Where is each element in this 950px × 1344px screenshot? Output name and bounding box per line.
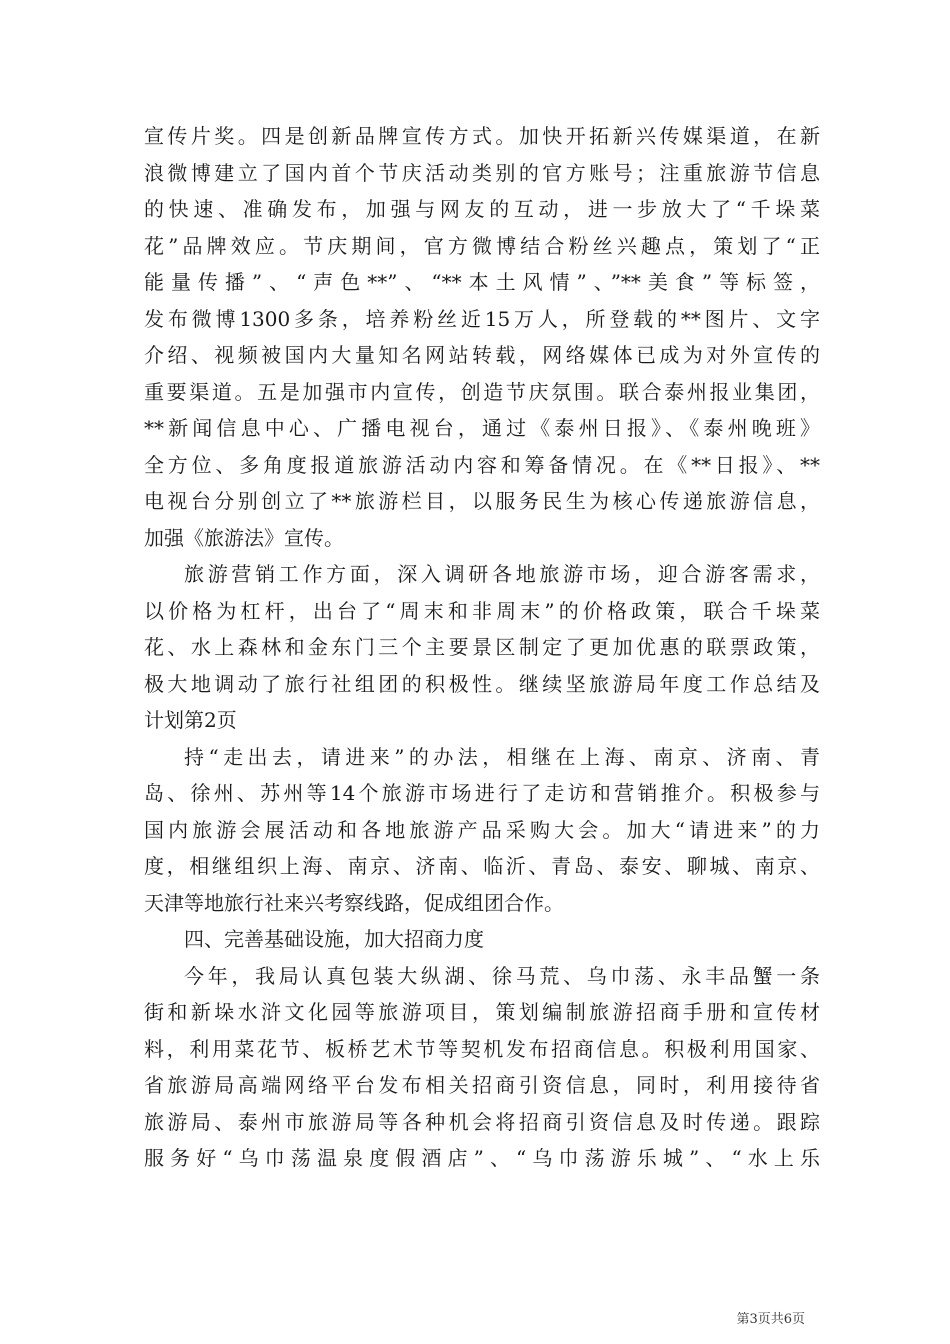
text-line: 服务好“乌巾荡温泉度假酒店”、“乌巾荡游乐城”、“水上乐 bbox=[144, 1146, 820, 1170]
text-line: 天津等地旅行社来兴考察线路，促成组团合作。 bbox=[144, 890, 564, 915]
body-text bbox=[144, 118, 820, 1177]
text-line: 宣传片奖。四是创新品牌宣传方式。加快开拓新兴传媒渠道，在新 bbox=[144, 124, 820, 148]
text-line: 加强《旅游法》宣传。 bbox=[144, 525, 344, 550]
text-line: 的快速、准确发布，加强与网友的互动，进一步放大了“千垛菜 bbox=[144, 197, 820, 221]
text-line: 发布微博1300多条，培养粉丝近15万人，所登载的**图片、文字 bbox=[144, 306, 820, 331]
text-line: 极大地调动了旅行社组团的积极性。继续坚旅游局年度工作总结及 bbox=[144, 671, 820, 696]
text-line: 国内旅游会展活动和各地旅游产品采购大会。加大“请进来”的力 bbox=[144, 817, 820, 842]
text-line: 旅游局、泰州市旅游局等各种机会将招商引资信息及时传递。跟踪 bbox=[144, 1109, 820, 1134]
text-line: 四、完善基础设施，加大招商力度 bbox=[184, 927, 484, 951]
text-line: 花、水上森林和金东门三个主要景区制定了更加优惠的联票政策， bbox=[144, 635, 820, 659]
text-line: 岛、徐州、苏州等14个旅游市场进行了走访和营销推介。积极参与 bbox=[144, 781, 820, 805]
text-line: 度，相继组织上海、南京、济南、临沂、青岛、泰安、聊城、南京、 bbox=[144, 854, 820, 878]
text-line: 浪微博建立了国内首个节庆活动类别的官方账号；注重旅游节信息 bbox=[144, 160, 820, 185]
text-line: 今年，我局认真包装大纵湖、徐马荒、乌巾荡、永丰品蟹一条 bbox=[184, 963, 820, 988]
text-line: 以价格为杠杆，出台了“周末和非周末”的价格政策，联合千垛菜 bbox=[144, 598, 820, 623]
text-line: 料，利用菜花节、板桥艺术节等契机发布招商信息。积极利用国家、 bbox=[144, 1036, 820, 1061]
text-line: 旅游营销工作方面，深入调研各地旅游市场，迎合游客需求， bbox=[184, 562, 820, 586]
text-line: 重要渠道。五是加强市内宣传，创造节庆氛围。联合泰州报业集团， bbox=[144, 379, 820, 404]
text-line: 全方位、多角度报道旅游活动内容和筹备情况。在《**日报》、** bbox=[144, 452, 820, 477]
text-line: 能量传播”、“声色**”、“**本土风情”、”**美食”等标签， bbox=[144, 270, 820, 294]
text-line: 省旅游局高端网络平台发布相关招商引资信息，同时，利用接待省 bbox=[144, 1073, 820, 1097]
page-number-footer: 第3页共6页 bbox=[736, 1312, 805, 1327]
text-line: 花”品牌效应。节庆期间，官方微博结合粉丝兴趣点，策划了“正 bbox=[144, 233, 820, 258]
text-line: 电视台分别创立了**旅游栏目，以服务民生为核心传递旅游信息， bbox=[144, 489, 820, 513]
text-line: 街和新垛水浒文化园等旅游项目，策划编制旅游招商手册和宣传材 bbox=[144, 1000, 820, 1024]
text-line: 计划第2页 bbox=[144, 708, 237, 732]
text-line: 持“走出去，请进来”的办法，相继在上海、南京、济南、青 bbox=[184, 744, 820, 769]
text-line: **新闻信息中心、广播电视台，通过《泰州日报》、《泰州晚班》 bbox=[144, 416, 820, 440]
text-line: 介绍、视频被国内大量知名网站转载，网络媒体已成为对外宣传的 bbox=[144, 343, 820, 367]
